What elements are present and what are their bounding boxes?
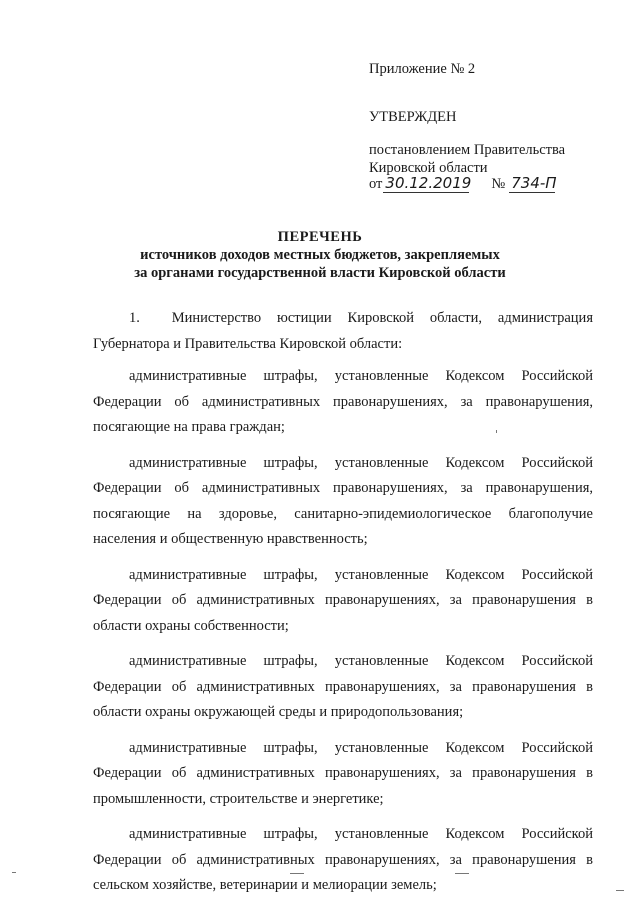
paragraph-4: административные штрафы, установленные Кодексом Российской Федерации об административных правонарушениях, за правонарушения в области охраны собственности;: [93, 566, 593, 634]
date-number-line: [369, 175, 555, 193]
paragraph-3: административные штрафы, установленные Кодексом Российской Федерации об административных правонарушениях, за правонарушения, посягающие на здоровье, санитарно-эпидемиологическое благополучие населения и общественную нравственность;: [93, 454, 593, 547]
scan-speck: [455, 873, 469, 874]
appendix-label: Приложение № 2: [369, 61, 476, 77]
title-line-2: источников доходов местных бюджетов, закрепляемых: [140, 247, 500, 263]
title-line-3: за органами государственной власти Кировской области: [134, 265, 506, 281]
date-prefix: от: [369, 176, 383, 192]
title-line-1: ПЕРЕЧЕНЬ: [277, 229, 363, 245]
paragraph-6: административные штрафы, установленные Кодексом Российской Федерации об административных правонарушениях, за правонарушения в промышленности, строительстве и энергетике;: [93, 739, 593, 807]
handwritten-date: 30.12.2019: [385, 174, 472, 192]
scan-speck: [290, 873, 304, 874]
number-label: №: [491, 176, 506, 192]
approved-label: УТВЕРЖДЕН: [369, 109, 457, 125]
handwritten-number: 734-П: [511, 174, 557, 192]
paragraph-1: 1. Министерство юстиции Кировской области, администрация Губернатора и Правительства Кировской области:: [93, 310, 593, 352]
paragraph-2: административные штрафы, установленные Кодексом Российской Федерации об административных правонарушениях, за правонарушения, посягающие на права граждан;: [93, 368, 593, 435]
paragraph-5: административные штрафы, установленные Кодексом Российской Федерации об административных правонарушениях, за правонарушения в области охраны окружающей среды и природопользования;: [93, 653, 593, 720]
scan-speck: [616, 890, 624, 891]
scan-speck: [496, 430, 497, 433]
scan-speck: [12, 872, 16, 873]
decree-label: постановлением Правительства: [369, 142, 566, 158]
region-label: Кировской области: [369, 160, 488, 176]
paragraph-7: административные штрафы, установленные Кодексом Российской Федерации об административных правонарушениях, за правонарушения в сельском хозяйстве, ветеринарии и мелиорации земель;: [93, 826, 593, 893]
document-body: [93, 306, 593, 909]
document-title: [0, 228, 640, 282]
